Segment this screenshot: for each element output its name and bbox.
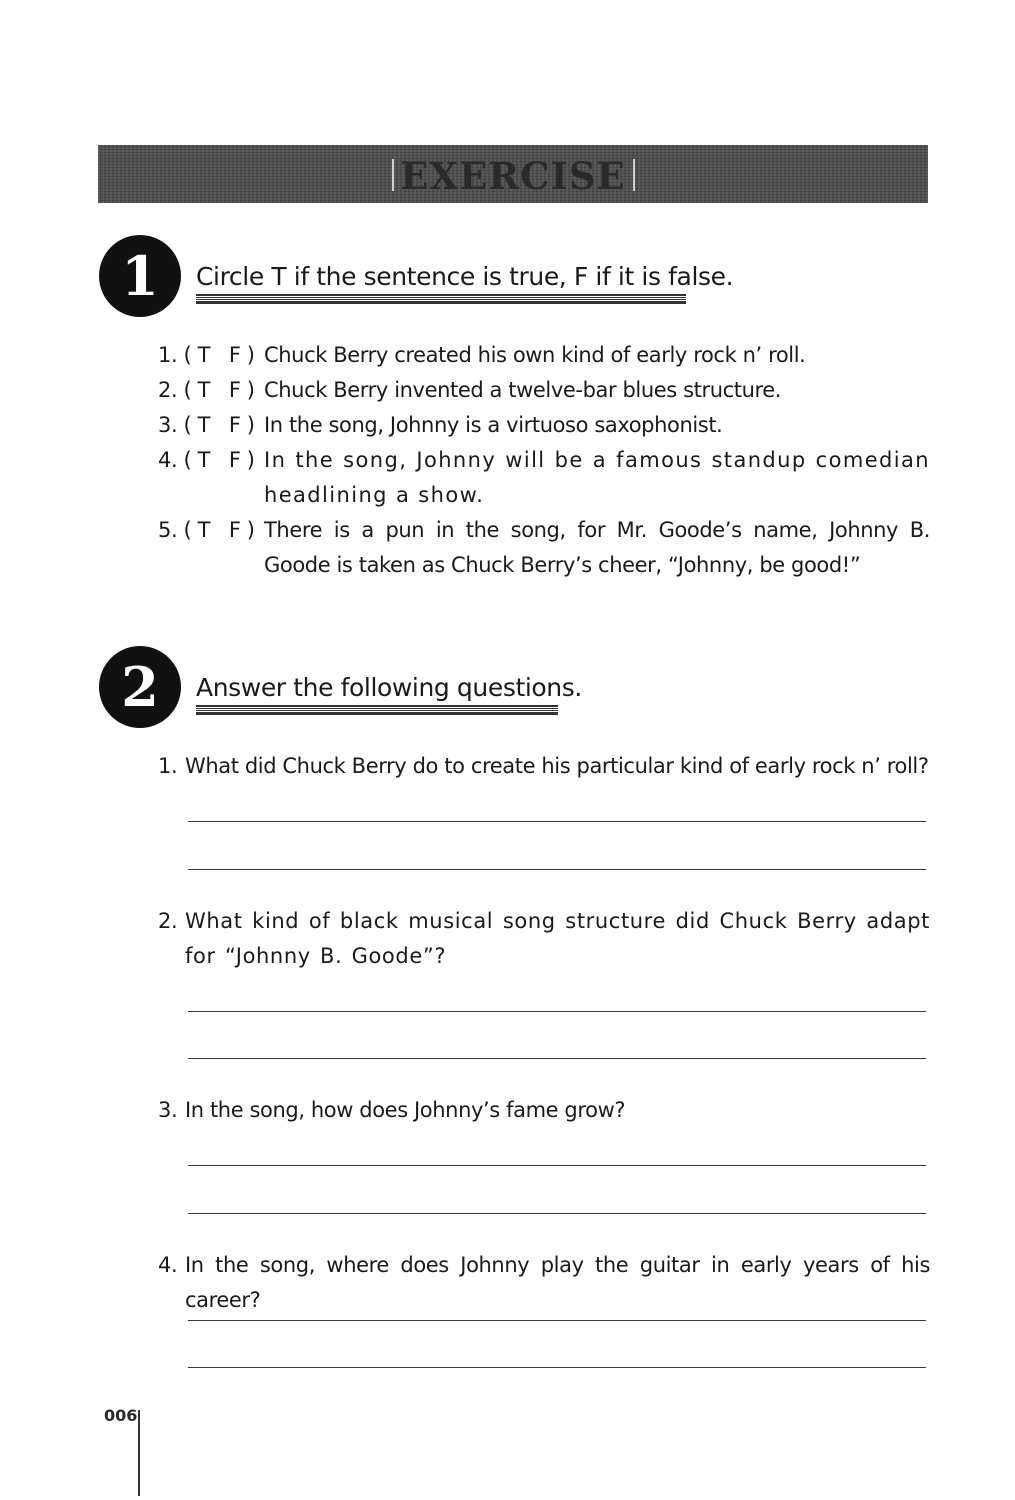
question-4-number: 4. bbox=[158, 1253, 178, 1277]
section-2-heading-underline bbox=[196, 705, 558, 715]
question-2-text: What kind of black musical song structure did Chuck Berry adapt for “Johnny B. Goode”? bbox=[185, 909, 930, 968]
section-2-badge: 2 bbox=[99, 646, 181, 728]
answer-line-3a[interactable] bbox=[188, 1165, 926, 1166]
tf-item-5-choice[interactable]: 5. ( T F ) bbox=[158, 518, 255, 542]
question-1-number: 1. bbox=[158, 754, 178, 778]
banner-title: EXERCISE bbox=[400, 154, 626, 198]
tf-item-4-text: In the song, Johnny will be a famous standup comedian headlining a show. bbox=[264, 448, 930, 507]
tf-item-5-text: There is a pun in the song, for Mr. Goode’s name, Johnny B. Goode is taken as Chuck Berry’s cheer, “Johnny, be good!” bbox=[264, 518, 930, 577]
question-3-text: In the song, how does Johnny’s fame grow? bbox=[185, 1098, 626, 1122]
answer-line-1a[interactable] bbox=[188, 821, 926, 822]
section-2-heading: Answer the following questions. bbox=[196, 673, 582, 702]
page-number: 006 bbox=[104, 1406, 138, 1425]
answer-line-4b[interactable] bbox=[188, 1367, 926, 1368]
answer-line-2a[interactable] bbox=[188, 1011, 926, 1012]
tf-item-1-text: Chuck Berry created his own kind of early rock n’ roll. bbox=[264, 343, 806, 367]
tf-item-1-choice[interactable]: 1. ( T F ) bbox=[158, 343, 255, 367]
question-2-number: 2. bbox=[158, 909, 178, 933]
answer-line-2b[interactable] bbox=[188, 1058, 926, 1059]
question-1-text: What did Chuck Berry do to create his particular kind of early rock n’ roll? bbox=[185, 754, 929, 778]
page-number-rule bbox=[138, 1410, 140, 1496]
section-1-heading: Circle T if the sentence is true, F if it is false. bbox=[196, 262, 734, 291]
tf-item-3-text: In the song, Johnny is a virtuoso saxophonist. bbox=[264, 413, 723, 437]
tf-item-4-choice[interactable]: 4. ( T F ) bbox=[158, 448, 255, 472]
tf-item-3-choice[interactable]: 3. ( T F ) bbox=[158, 413, 255, 437]
tf-item-2-choice[interactable]: 2. ( T F ) bbox=[158, 378, 255, 402]
exercise-banner bbox=[98, 145, 928, 203]
tf-item-2-text: Chuck Berry invented a twelve-bar blues structure. bbox=[264, 378, 782, 402]
question-4-text: In the song, where does Johnny play the guitar in early years of his career? bbox=[185, 1253, 930, 1312]
section-1-heading-underline bbox=[196, 294, 686, 304]
answer-line-3b[interactable] bbox=[188, 1213, 926, 1214]
section-1-badge: 1 bbox=[99, 235, 181, 317]
banner-divider-right bbox=[633, 159, 635, 191]
answer-line-4a[interactable] bbox=[188, 1320, 926, 1321]
question-3-number: 3. bbox=[158, 1098, 178, 1122]
answer-line-1b[interactable] bbox=[188, 869, 926, 870]
